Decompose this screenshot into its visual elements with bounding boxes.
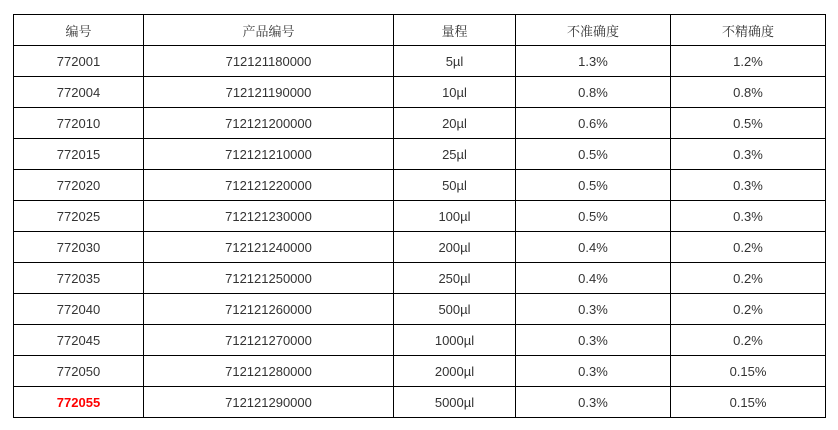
cell-inaccuracy: 0.3% — [516, 294, 671, 325]
product-spec-table — [13, 14, 826, 418]
cell-product_code: 712121280000 — [144, 356, 394, 387]
cell-range: 200µl — [394, 232, 516, 263]
table-row — [14, 108, 826, 139]
table-row — [14, 139, 826, 170]
cell-number: 772025 — [14, 201, 144, 232]
cell-inaccuracy: 0.4% — [516, 263, 671, 294]
header-inaccuracy: 不准确度 — [516, 15, 671, 46]
cell-inaccuracy: 1.3% — [516, 46, 671, 77]
cell-number: 772004 — [14, 77, 144, 108]
cell-imprecision: 0.3% — [671, 201, 826, 232]
cell-product_code: 712121250000 — [144, 263, 394, 294]
table-row — [14, 77, 826, 108]
cell-number: 772050 — [14, 356, 144, 387]
cell-imprecision: 0.2% — [671, 263, 826, 294]
cell-inaccuracy: 0.3% — [516, 387, 671, 418]
cell-number: 772040 — [14, 294, 144, 325]
cell-imprecision: 0.15% — [671, 356, 826, 387]
cell-product_code: 712121290000 — [144, 387, 394, 418]
table-row — [14, 356, 826, 387]
cell-inaccuracy: 0.6% — [516, 108, 671, 139]
cell-number: 772055 — [14, 387, 144, 418]
table-header — [14, 15, 826, 46]
cell-product_code: 712121270000 — [144, 325, 394, 356]
cell-imprecision: 0.15% — [671, 387, 826, 418]
cell-inaccuracy: 0.5% — [516, 201, 671, 232]
cell-number: 772035 — [14, 263, 144, 294]
cell-range: 5µl — [394, 46, 516, 77]
table-row — [14, 46, 826, 77]
cell-number: 772001 — [14, 46, 144, 77]
cell-number: 772010 — [14, 108, 144, 139]
cell-range: 50µl — [394, 170, 516, 201]
cell-range: 5000µl — [394, 387, 516, 418]
table-row — [14, 294, 826, 325]
header-imprecision: 不精确度 — [671, 15, 826, 46]
cell-range: 25µl — [394, 139, 516, 170]
cell-imprecision: 0.8% — [671, 77, 826, 108]
cell-range: 2000µl — [394, 356, 516, 387]
cell-range: 100µl — [394, 201, 516, 232]
header-range: 量程 — [394, 15, 516, 46]
cell-range: 10µl — [394, 77, 516, 108]
table-row — [14, 263, 826, 294]
cell-product_code: 712121260000 — [144, 294, 394, 325]
table-row — [14, 232, 826, 263]
cell-inaccuracy: 0.3% — [516, 356, 671, 387]
cell-range: 500µl — [394, 294, 516, 325]
header-row — [14, 15, 826, 46]
cell-inaccuracy: 0.3% — [516, 325, 671, 356]
cell-imprecision: 0.5% — [671, 108, 826, 139]
table-row — [14, 170, 826, 201]
cell-number: 772045 — [14, 325, 144, 356]
cell-range: 20µl — [394, 108, 516, 139]
header-product-code: 产品编号 — [144, 15, 394, 46]
cell-imprecision: 0.2% — [671, 325, 826, 356]
cell-product_code: 712121210000 — [144, 139, 394, 170]
cell-range: 1000µl — [394, 325, 516, 356]
cell-imprecision: 0.2% — [671, 294, 826, 325]
cell-range: 250µl — [394, 263, 516, 294]
cell-inaccuracy: 0.4% — [516, 232, 671, 263]
cell-imprecision: 1.2% — [671, 46, 826, 77]
table-row — [14, 387, 826, 418]
cell-product_code: 712121240000 — [144, 232, 394, 263]
header-number: 编号 — [14, 15, 144, 46]
table-row — [14, 201, 826, 232]
cell-inaccuracy: 0.5% — [516, 170, 671, 201]
cell-product_code: 712121230000 — [144, 201, 394, 232]
table-row — [14, 325, 826, 356]
cell-inaccuracy: 0.5% — [516, 139, 671, 170]
cell-number: 772020 — [14, 170, 144, 201]
table-body — [14, 46, 826, 418]
cell-product_code: 712121220000 — [144, 170, 394, 201]
cell-imprecision: 0.3% — [671, 139, 826, 170]
cell-product_code: 712121180000 — [144, 46, 394, 77]
product-spec-table-container — [13, 14, 825, 418]
cell-number: 772015 — [14, 139, 144, 170]
cell-imprecision: 0.2% — [671, 232, 826, 263]
cell-imprecision: 0.3% — [671, 170, 826, 201]
cell-number: 772030 — [14, 232, 144, 263]
cell-product_code: 712121200000 — [144, 108, 394, 139]
cell-inaccuracy: 0.8% — [516, 77, 671, 108]
cell-product_code: 712121190000 — [144, 77, 394, 108]
